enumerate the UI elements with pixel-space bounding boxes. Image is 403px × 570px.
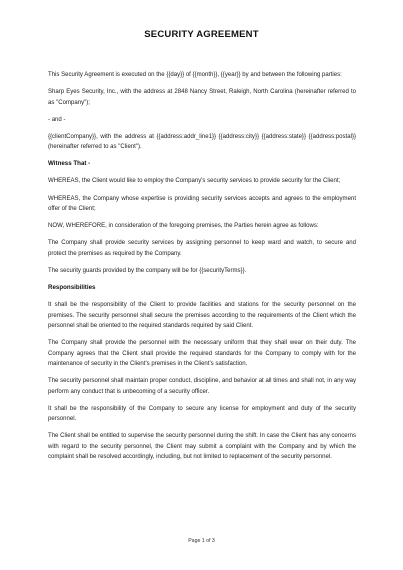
intro-paragraph: This Security Agreement is executed on the {{day}} of {{month}}, {{year}} by and between the following parties: [48, 72, 342, 78]
whereas-company-paragraph: WHEREAS, the Company whose expertise is providing security services accepts and agrees to the employment offer of the Client; [48, 195, 356, 213]
whereas-client-paragraph: WHEREAS, the Client would like to employ the Company's security services to provide security for the Client; [48, 178, 341, 185]
page-number: Page 1 of 3 [188, 538, 215, 544]
responsibilities-heading: Responsibilities [48, 283, 96, 291]
supervision-paragraph: The Client shall be entitled to supervise the security personnel during the shift. In case the Client has any concerns with regard to the security personnel, the Client may submit a complaint with the Company and by which the complaint shall be resolved accordingly, including, but not limited to replacement of the security personnel. [48, 433, 356, 461]
client-party-paragraph: {{clientCompany}}, with the address at {{address:addr_line1}} {{address:city}} {{address:state}} {{address:postal}} (hereinafter referred to as "Client"). [48, 133, 356, 151]
services-paragraph: The Company shall provide security services by assigning personnel to keep ward and watch, to secure and protect the premises as required by the Company. [48, 240, 356, 257]
license-paragraph: It shall be the responsibility of the Company to secure any license for employment and duty of the security personnel. [48, 405, 356, 423]
company-party-paragraph: Sharp Eyes Security, Inc., with the address at 2848 Nancy Street, Raleigh, North Carolina (hereinafter referred to as "Company"); [48, 89, 356, 106]
document-body [48, 70, 356, 470]
document-title: SECURITY AGREEMENT [144, 29, 259, 40]
witness-heading: Witness That - [48, 160, 91, 168]
client-facilities-paragraph: It shall be the responsibility of the Client to provide facilities and stations for the security personnel on the premises. The security personnel shall secure the premises according to the requirements of the Client which the personnel shall be oriented to the required standards required by said Client. [48, 302, 356, 330]
security-terms-paragraph: The security guards provided by the company will be for {{securityTerms}}. [48, 267, 247, 274]
and-separator: - and - [48, 116, 66, 123]
uniform-paragraph: The Company shall provide the personnel with the necessary uniform that they shall wear on their duty. The Company agrees that the Client shall provide the required standards for the Company to comply with for the maintenance of security in the Client's premises in the Client's satisfaction. [48, 340, 356, 368]
conduct-paragraph: The security personnel shall maintain proper conduct, discipline, and behavior at all times and shall not, in any way perform any conduct that is unbecoming of a security officer. [48, 378, 356, 395]
now-wherefore-paragraph: NOW, WHEREFORE, in consideration of the foregoing premises, the Parties herein agree as follows: [48, 223, 319, 230]
